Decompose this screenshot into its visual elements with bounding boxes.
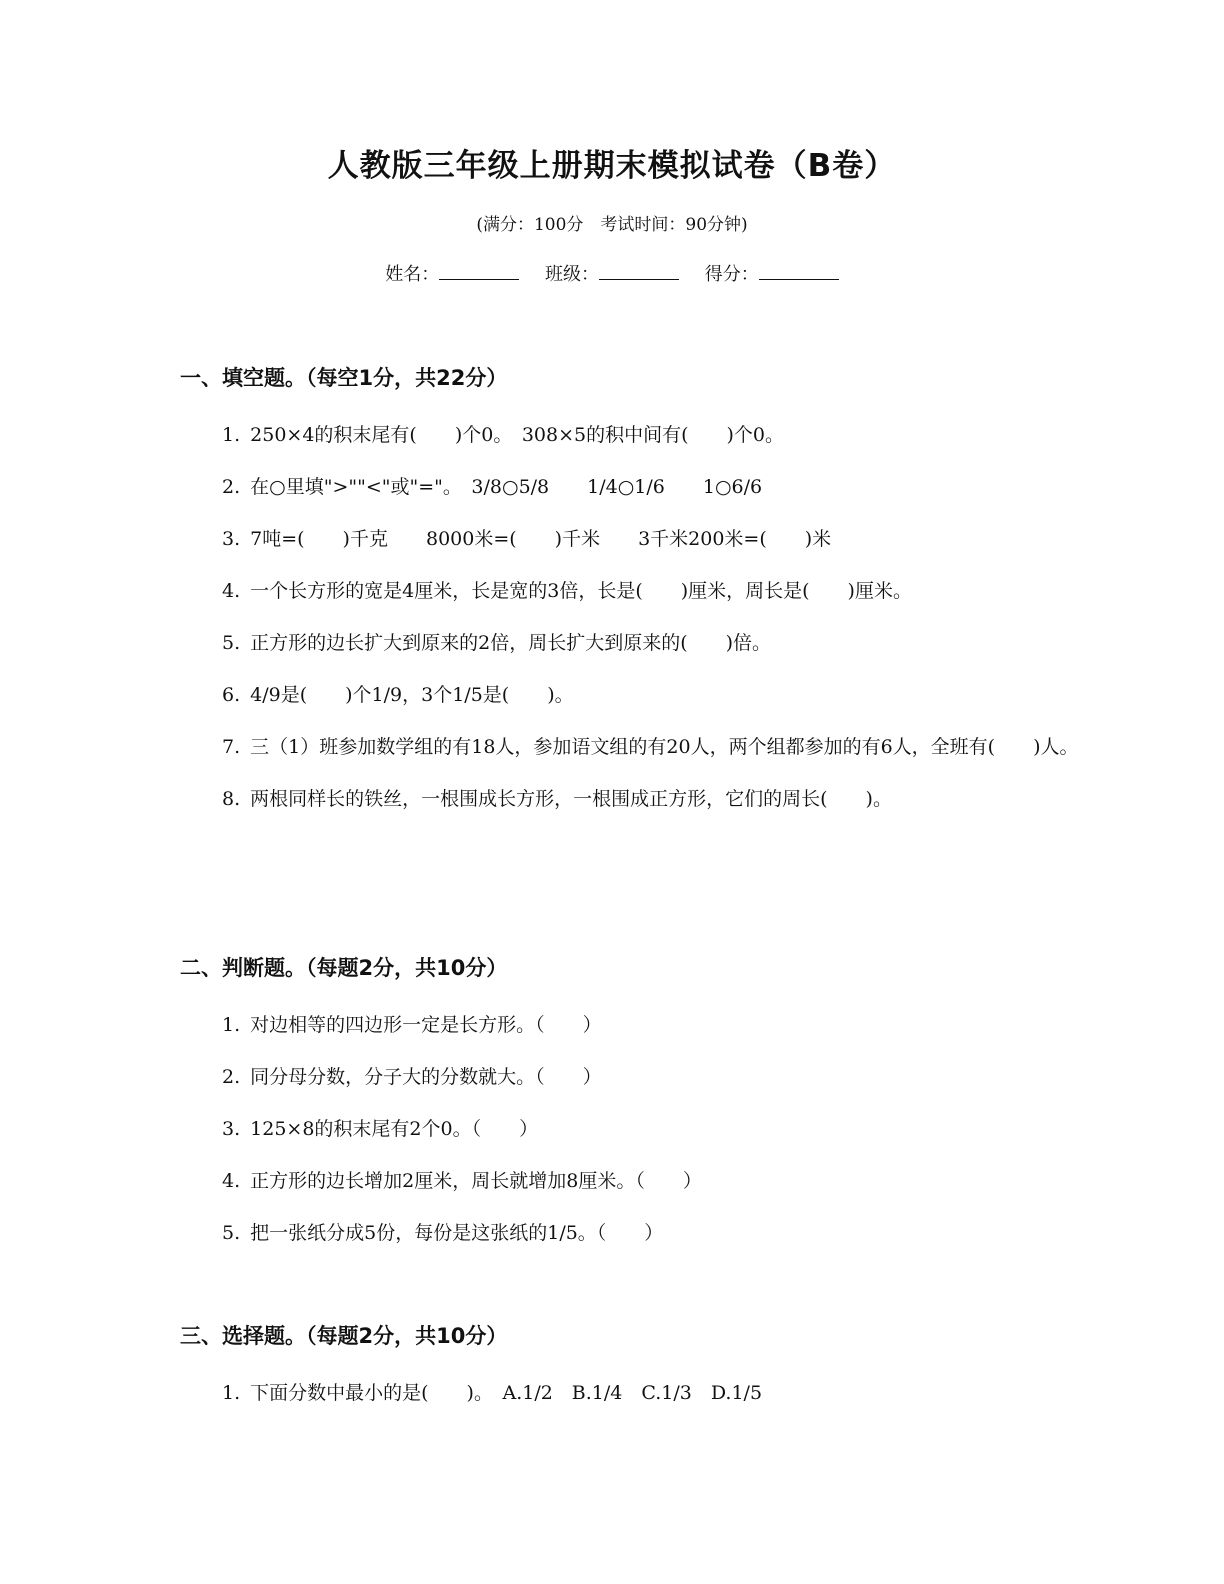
section-heading: 二、判断题。（每题2分，共10分） (180, 956, 508, 980)
question-number: 5. (222, 1222, 241, 1244)
score-field (705, 260, 839, 286)
question-text: 把一张纸分成5份，每份是这张纸的1/5。（ ） (250, 1222, 664, 1244)
question-number: 4. (222, 580, 241, 602)
score-label: 得分： (704, 264, 759, 285)
question-number: 4. (222, 1170, 241, 1192)
question-number: 2. (222, 476, 241, 498)
question-text: 250×4的积末尾有( )个0。 308×5的积中间有( )个0。 (250, 424, 785, 446)
question-item (180, 574, 1080, 608)
question-number: 8. (222, 788, 241, 810)
question-text: 正方形的边长增加2厘米，周长就增加8厘米。（ ） (250, 1170, 702, 1192)
question-item (180, 1376, 1080, 1410)
question-text: 两根同样长的铁丝，一根围成长方形，一根围成正方形，它们的周长( )。 (250, 788, 892, 810)
question-item (180, 678, 1080, 712)
section-true-false (180, 952, 1080, 1268)
section-heading: 三、选择题。（每题2分，共10分） (180, 1324, 508, 1348)
score-blank (759, 261, 839, 280)
question-number: 2. (222, 1066, 241, 1088)
question-item (180, 470, 1080, 504)
question-text: 正方形的边长扩大到原来的2倍，周长扩大到原来的( )倍。 (250, 632, 772, 654)
question-item (180, 522, 1080, 556)
question-item (180, 730, 1080, 764)
question-text: 一个长方形的宽是4厘米，长是宽的3倍，长是( )厘米，周长是( )厘米。 (250, 580, 912, 602)
student-info-row (0, 260, 1224, 286)
question-number: 6. (222, 684, 241, 706)
name-label: 姓名： (385, 264, 440, 285)
question-text: 对边相等的四边形一定是长方形。（ ） (250, 1014, 602, 1036)
question-number: 3. (222, 528, 241, 550)
question-item (180, 1008, 1080, 1042)
question-number: 7. (222, 736, 241, 758)
exam-meta: (满分：100分 考试时间：90分钟) (476, 215, 748, 235)
question-number: 3. (222, 1118, 241, 1140)
page-title: 人教版三年级上册期末模拟试卷（B卷） (327, 148, 897, 184)
question-text: 4/9是( )个1/9，3个1/5是( )。 (250, 684, 574, 706)
question-item (180, 418, 1080, 452)
name-blank (439, 261, 519, 280)
question-number: 1. (222, 1382, 241, 1404)
section-multiple-choice (180, 1320, 1080, 1428)
question-item (180, 782, 1080, 816)
section-fill-in (180, 362, 1080, 834)
class-label: 班级： (545, 264, 599, 285)
question-text: 在○里填">""<"或"="。 3/8○5/8 1/4○1/6 1○6/6 (250, 476, 763, 498)
section-heading: 一、填空题。（每空1分，共22分） (180, 366, 508, 390)
name-field (385, 260, 519, 286)
question-text: 125×8的积末尾有2个0。（ ） (250, 1118, 539, 1140)
question-text: 下面分数中最小的是( )。 A.1/2 B.1/4 C.1/3 D.1/5 (250, 1382, 763, 1404)
question-text: 同分母分数，分子大的分数就大。（ ） (250, 1066, 602, 1088)
question-number: 1. (222, 424, 241, 446)
question-text: 三（1）班参加数学组的有18人，参加语文组的有20人，两个组都参加的有6人，全班有( )人。 (250, 736, 1079, 758)
question-item (180, 1060, 1080, 1094)
question-item (180, 1112, 1080, 1146)
question-text: 7吨=( )千克 8000米=( )千米 3千米200米=( )米 (250, 528, 832, 550)
question-number: 1. (222, 1014, 241, 1036)
question-item (180, 1164, 1080, 1198)
class-blank (599, 261, 679, 280)
question-item (180, 626, 1080, 660)
question-item (180, 1216, 1080, 1250)
class-field (545, 260, 679, 286)
question-number: 5. (222, 632, 241, 654)
